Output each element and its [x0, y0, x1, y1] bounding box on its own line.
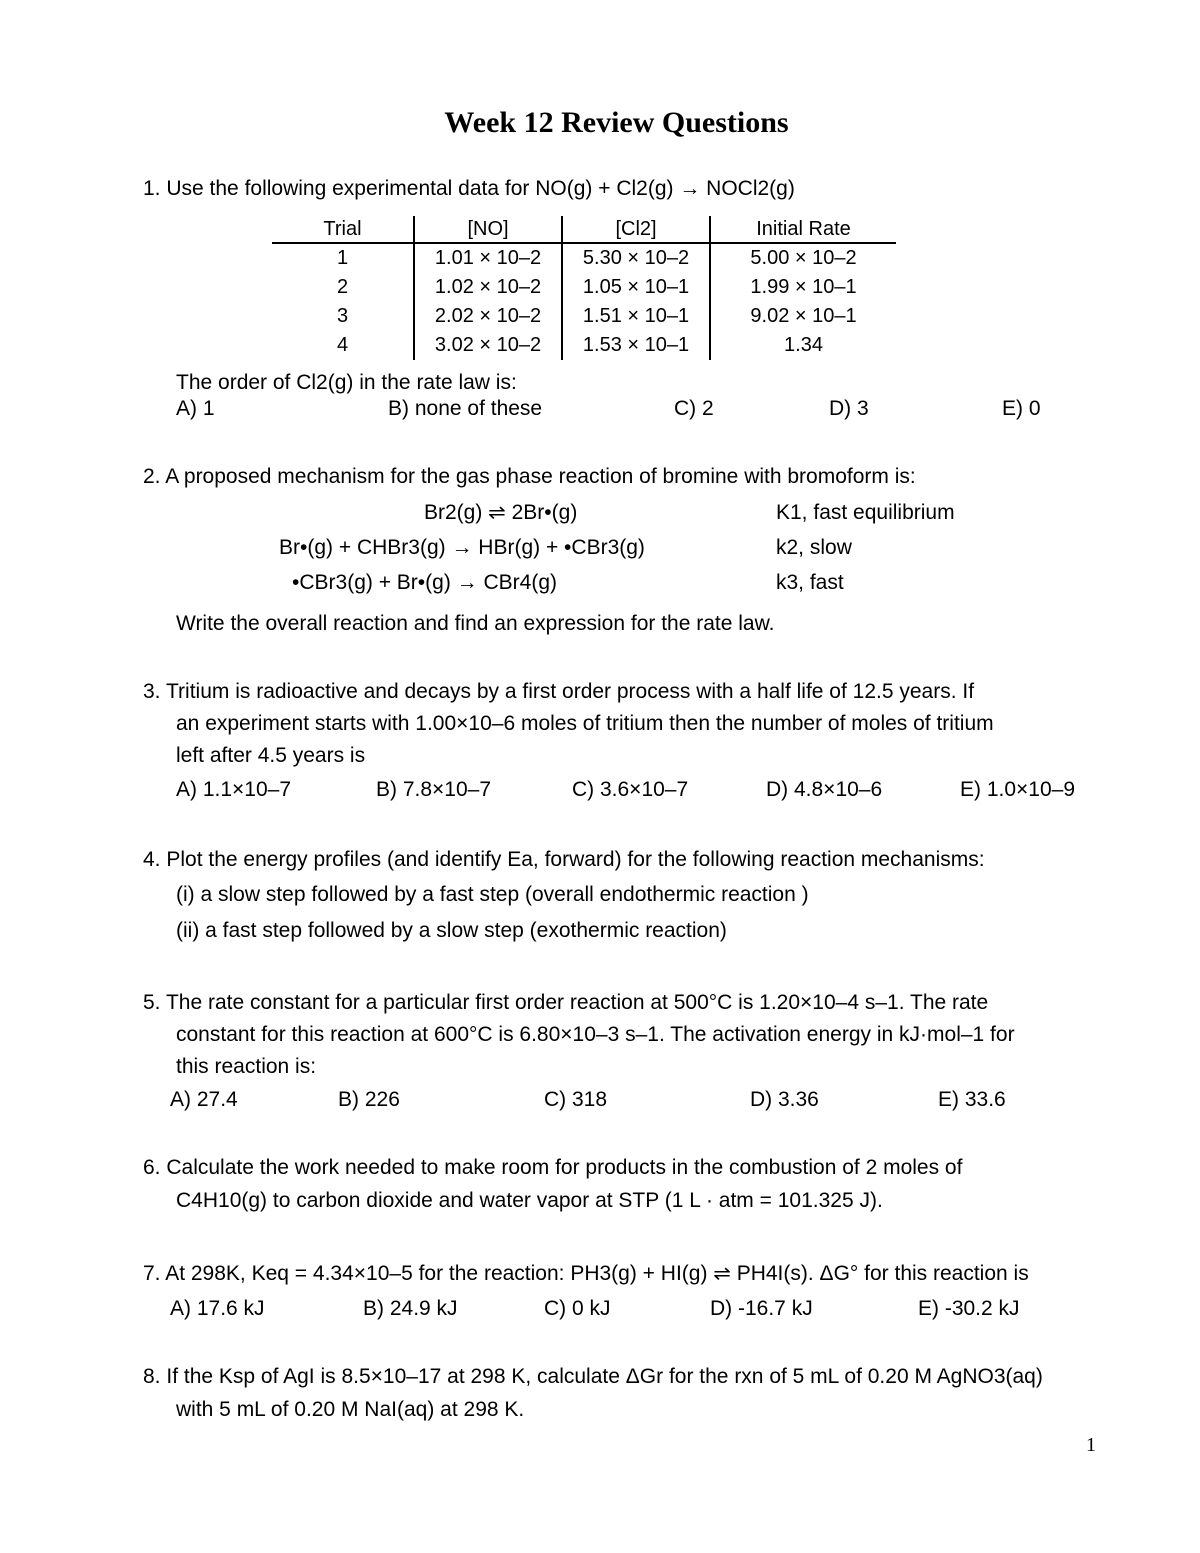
rate-constant-3: k3, fast [776, 571, 844, 594]
rate-constant-2: k2, slow [776, 536, 852, 559]
cell-cl2: 1.53 × 10–1 [562, 331, 710, 360]
cell-trial: 4 [336, 334, 349, 356]
choice-d[interactable]: D) 4.8×10–6 [766, 778, 883, 801]
cell-no: 2.02 × 10–2 [414, 302, 562, 331]
rate-data-table [272, 216, 896, 360]
question-text: If the Ksp of AgI is 8.5×10–17 at 298 K, calculate ΔGr for the rxn of 5 mL of 0.20 M AgNO3(aq) [166, 1365, 1043, 1388]
question-number: 4. [143, 848, 161, 871]
q7-line-1 [143, 1263, 1029, 1284]
table-row [272, 302, 896, 331]
cell-rate: 9.02 × 10–1 [710, 302, 896, 331]
cell-cl2: 1.51 × 10–1 [562, 302, 710, 331]
table-row [272, 273, 896, 302]
cell-rate: 5.00 × 10–2 [710, 243, 896, 273]
q5-line-1 [143, 992, 988, 1013]
q5-line-2: constant for this reaction at 600°C is 6.80×10–3 s–1. The activation energy in kJ·mol–1 for [176, 1023, 1015, 1046]
cell-cl2: 5.30 × 10–2 [562, 243, 710, 273]
cell-no: 1.02 × 10–2 [414, 273, 562, 302]
choice-e[interactable]: E) 1.0×10–9 [960, 778, 1076, 801]
question-number: 3. [143, 680, 161, 703]
choice-a[interactable]: A) 27.4 [170, 1088, 238, 1111]
choice-c[interactable]: C) 318 [544, 1088, 608, 1111]
rate-constant-1: K1, fast equilibrium [776, 501, 955, 524]
table-row [272, 243, 896, 273]
question-number: 1. [143, 177, 161, 200]
question-number: 5. [143, 991, 161, 1014]
choice-e[interactable]: E) 33.6 [938, 1088, 1006, 1111]
header-cl2: [Cl2] [562, 216, 710, 243]
header-trial: Trial [272, 216, 414, 243]
q6-line-2: C4H10(g) to carbon dioxide and water vapor at STP (1 L · atm = 101.325 J). [176, 1189, 883, 1212]
header-no: [NO] [414, 216, 562, 243]
choice-a[interactable]: A) 1 [176, 397, 215, 420]
q2-intro [143, 466, 916, 487]
cell-trial: 3 [336, 305, 349, 327]
cell-trial: 1 [336, 247, 349, 269]
choice-b[interactable]: B) 226 [338, 1088, 400, 1111]
choice-b[interactable]: B) none of these [388, 397, 543, 420]
q8-line-2: with 5 mL of 0.20 M NaI(aq) at 298 K. [176, 1398, 525, 1421]
choice-a[interactable]: A) 17.6 kJ [170, 1297, 265, 1320]
cell-rate: 1.99 × 10–1 [710, 273, 896, 302]
choice-c[interactable]: C) 0 kJ [544, 1297, 611, 1320]
choice-e[interactable]: E) -30.2 kJ [918, 1297, 1020, 1320]
choice-d[interactable]: D) -16.7 kJ [710, 1297, 813, 1320]
question-text: Plot the energy profiles (and identify Ea, forward) for the following reaction mechanisms: [166, 848, 985, 871]
question-number: 2. [143, 465, 161, 488]
mechanism-step-1: Br2(g) ⇌ 2Br•(g) [424, 501, 578, 524]
question-number: 7. [143, 1262, 161, 1285]
choice-b[interactable]: B) 24.9 kJ [363, 1297, 458, 1320]
page-number: 1 [1086, 1434, 1096, 1456]
q3-line-3: left after 4.5 years is [176, 744, 366, 767]
q4-intro [143, 849, 985, 870]
q1-question: The order of Cl2(g) in the rate law is: [176, 371, 517, 394]
mechanism-step-2: Br•(g) + CHBr3(g) → HBr(g) + •CBr3(g) [279, 536, 645, 559]
choice-c[interactable]: C) 3.6×10–7 [572, 778, 689, 801]
question-number: 6. [143, 1156, 161, 1179]
choice-d[interactable]: D) 3 [829, 397, 869, 420]
choice-b[interactable]: B) 7.8×10–7 [376, 778, 492, 801]
choice-d[interactable]: D) 3.36 [750, 1088, 819, 1111]
q8-line-1 [143, 1366, 1043, 1387]
q5-line-3: this reaction is: [176, 1055, 317, 1078]
question-number: 8. [143, 1365, 161, 1388]
choice-c[interactable]: C) 2 [674, 397, 714, 420]
cell-trial: 2 [336, 276, 349, 298]
question-text: Use the following experimental data for NO(g) + Cl2(g) → NOCl2(g) [166, 177, 795, 200]
q1-intro [143, 178, 795, 199]
cell-rate: 1.34 [710, 331, 896, 360]
cell-no: 1.01 × 10–2 [414, 243, 562, 273]
q3-line-2: an experiment starts with 1.00×10–6 moles of tritium then the number of moles of tritium [176, 712, 994, 735]
page-title: Week 12 Review Questions [444, 106, 789, 139]
q6-line-1 [143, 1157, 962, 1178]
question-text: The rate constant for a particular first order reaction at 500°C is 1.20×10–4 s–1. The rate [165, 991, 989, 1014]
mechanism-step-3: •CBr3(g) + Br•(g) → CBr4(g) [292, 571, 557, 594]
question-text: Tritium is radioactive and decays by a first order process with a half life of 12.5 years. If [165, 680, 975, 703]
choice-e[interactable]: E) 0 [1002, 397, 1041, 420]
q4-item-2: (ii) a fast step followed by a slow step (exothermic reaction) [176, 919, 727, 942]
table-header-row [272, 216, 896, 243]
question-text: At 298K, Keq = 4.34×10–5 for the reaction: PH3(g) + HI(g) ⇌ PH4I(s). ΔG° for this reaction is [165, 1262, 1029, 1285]
choice-a[interactable]: A) 1.1×10–7 [176, 778, 292, 801]
header-rate: Initial Rate [710, 216, 896, 243]
table-row [272, 331, 896, 360]
cell-cl2: 1.05 × 10–1 [562, 273, 710, 302]
question-text: A proposed mechanism for the gas phase reaction of bromine with bromoform is: [165, 465, 916, 488]
q3-line-1 [143, 681, 974, 702]
question-text: Calculate the work needed to make room for products in the combustion of 2 moles of [166, 1156, 963, 1179]
q2-task: Write the overall reaction and find an expression for the rate law. [176, 612, 775, 635]
q4-item-1: (i) a slow step followed by a fast step (overall endothermic reaction ) [176, 883, 809, 906]
cell-no: 3.02 × 10–2 [414, 331, 562, 360]
